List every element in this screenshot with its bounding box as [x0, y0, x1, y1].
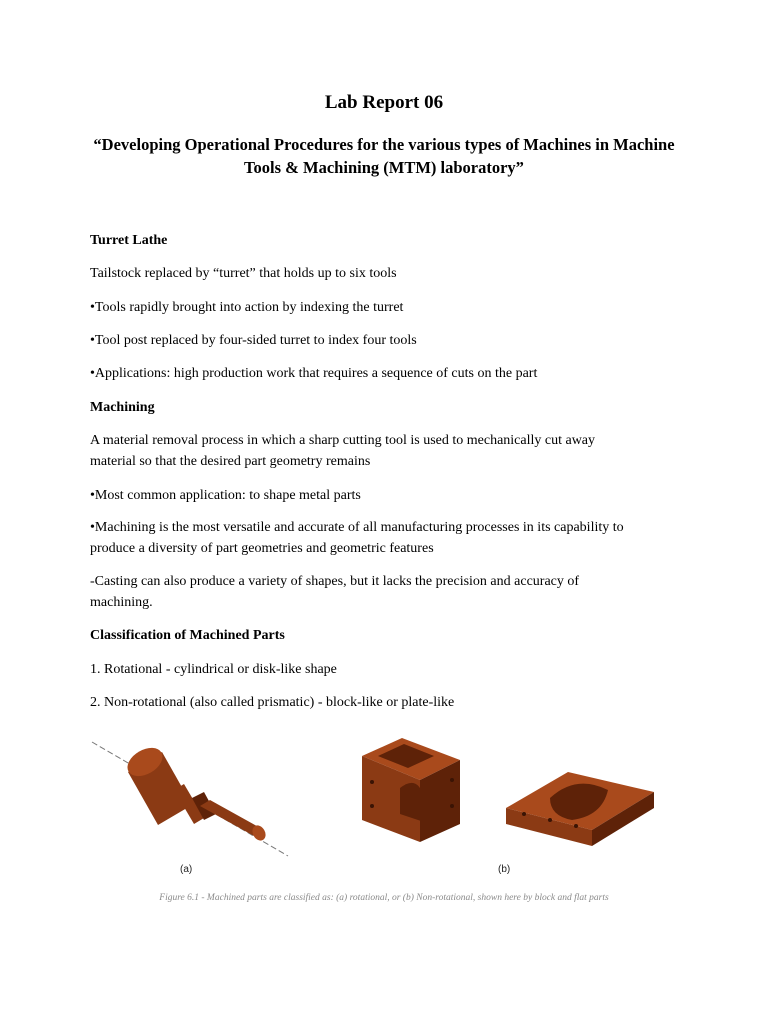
paragraph: Tailstock replaced by “turret” that holds up to six tools — [90, 266, 397, 281]
block-part-illustration — [362, 738, 460, 842]
figure-label-a: (a) — [180, 864, 193, 875]
heading-classification: Classification of Machined Parts — [90, 628, 285, 643]
bullet-item: •Tool post replaced by four-sided turret to index four tools — [90, 333, 417, 348]
paragraph-line: machining. — [90, 595, 153, 610]
paragraph-line: •Machining is the most versatile and accurate of all manufacturing processes in its capability to — [90, 520, 624, 535]
figure-label-b: (b) — [498, 864, 511, 875]
subtitle-line: Tools & Machining (MTM) laboratory” — [244, 158, 524, 177]
machined-parts-figure — [88, 722, 660, 880]
paragraph-line: material so that the desired part geometry remains — [90, 454, 371, 469]
list-item: 1. Rotational - cylindrical or disk-like shape — [90, 662, 337, 677]
figure-caption: Figure 6.1 - Machined parts are classified as: (a) rotational, or (b) Non-rotational, shown here by block and flat parts — [159, 893, 609, 903]
paragraph — [90, 571, 690, 613]
heading-turret-lathe: Turret Lathe — [90, 233, 168, 248]
paragraph — [90, 430, 690, 472]
heading-machining: Machining — [90, 400, 155, 415]
bullet-item: •Most common application: to shape metal parts — [90, 488, 361, 503]
plate-part-illustration — [498, 772, 654, 875]
paragraph-line: A material removal process in which a sharp cutting tool is used to mechanically cut away — [90, 433, 596, 448]
rotational-part-illustration — [92, 742, 288, 875]
report-title: Lab Report 06 — [324, 92, 444, 113]
paragraph-line: produce a diversity of part geometries and geometric features — [90, 541, 434, 556]
bullet-item: •Applications: high production work that requires a sequence of cuts on the part — [90, 366, 538, 381]
bullet-item — [90, 517, 690, 559]
paragraph-line: -Casting can also produce a variety of shapes, but it lacks the precision and accuracy of — [90, 574, 580, 589]
list-item: 2. Non-rotational (also called prismatic) - block-like or plate-like — [90, 695, 455, 710]
subtitle-line: “Developing Operational Procedures for the various types of Machines in Machine — [93, 135, 675, 154]
bullet-item: •Tools rapidly brought into action by indexing the turret — [90, 300, 404, 315]
report-subtitle — [80, 133, 688, 179]
